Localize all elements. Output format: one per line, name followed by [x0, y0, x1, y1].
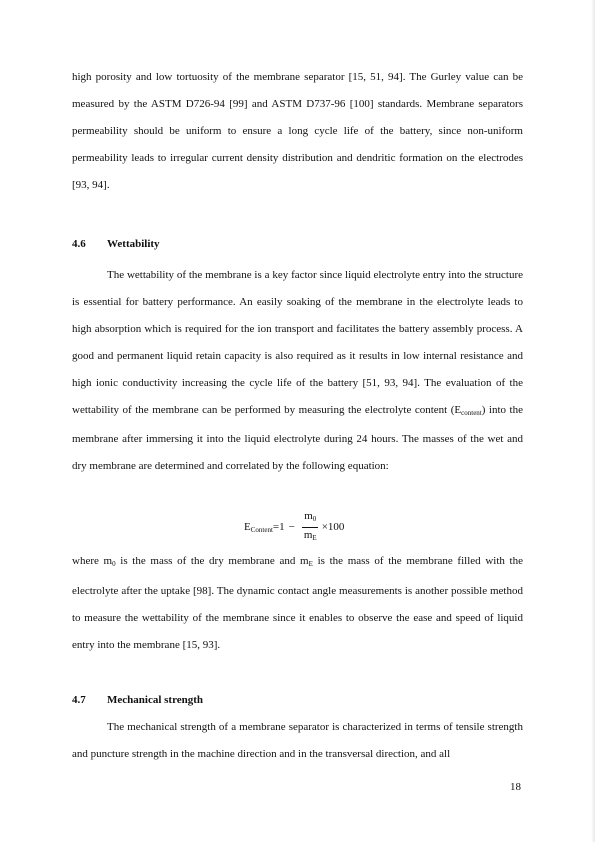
paragraph-wettability [72, 262, 523, 480]
section-number: 4.7 [72, 694, 86, 706]
equation-equals-one: =1 [272, 521, 285, 533]
paragraph-text: ) into the membrane after immersing it into the liquid electrolyte during 24 hours. The masses of the wet and dry membrane are determined and correlated by the following equation: [72, 403, 523, 473]
equation-times-100: ×100 [321, 521, 345, 533]
subscript-zero: 0 [112, 560, 116, 568]
equation-fraction [302, 510, 319, 545]
section-heading-wettability [72, 238, 160, 250]
section-number: 4.6 [72, 238, 86, 250]
paragraph-text: The wettability of the membrane is a key factor since liquid electrolyte entry into the structure is essential for battery performance. An easily soaking of the membrane in the electrolyte leads to high absorption which is required for the ion transport and facilitates the battery assembly process. A good and permanent liquid retain capacity is also required as it results in low internal resistance and high ionic conductivity increasing the cycle life of the battery [51, 93, 94]. The evaluation of the wettability of the membrane can be performed by measuring the electrolyte content (E [72, 269, 523, 416]
paragraph-mechanical-strength: The mechanical strength of a membrane separator is characterized in terms of tensile strength and puncture strength in the machine direction and in the transversal direction, and all [72, 721, 523, 760]
paragraph-equation-explanation: where $m_0$ is the mass of the dry membrane and $m_E$ is the mass of the membrane filled with the electrolyte after the uptake [98]. The dynamic contact angle measurements is another possible method to measure the wettability of the membrane since it enables to observe the ease and speed of liquid entry into the membrane [15, 93]. [72, 555, 523, 651]
subscript-content: content [461, 408, 482, 417]
section-title: Mechanical strength [107, 694, 204, 706]
subscript-e: E [308, 560, 313, 568]
equation-numerator: $m_0$ [302, 510, 318, 528]
equation-lhs: $E_{Content}$ [244, 520, 273, 534]
section-heading-mechanical-strength [72, 694, 203, 706]
page-number: 18 [510, 781, 521, 793]
electrolyte-content-equation [244, 510, 344, 544]
equation-minus: − [288, 521, 295, 533]
section-title: Wettability [107, 238, 160, 250]
page-edge [591, 0, 595, 842]
paragraph-permeability: high porosity and low tortuosity of the membrane separator [15, 51, 94]. The Gurley value can be measured by the ASTM D726-94 [99] and ASTM D737-96 [100] standards. Membrane separators permeability should be uniform to ensure a long cycle life of the battery, since non-uniform permeability leads to irregular current density distribution and dendritic formation on the electrodes [93, 94]. [72, 71, 523, 191]
equation-denominator: $m_E$ [303, 528, 317, 542]
